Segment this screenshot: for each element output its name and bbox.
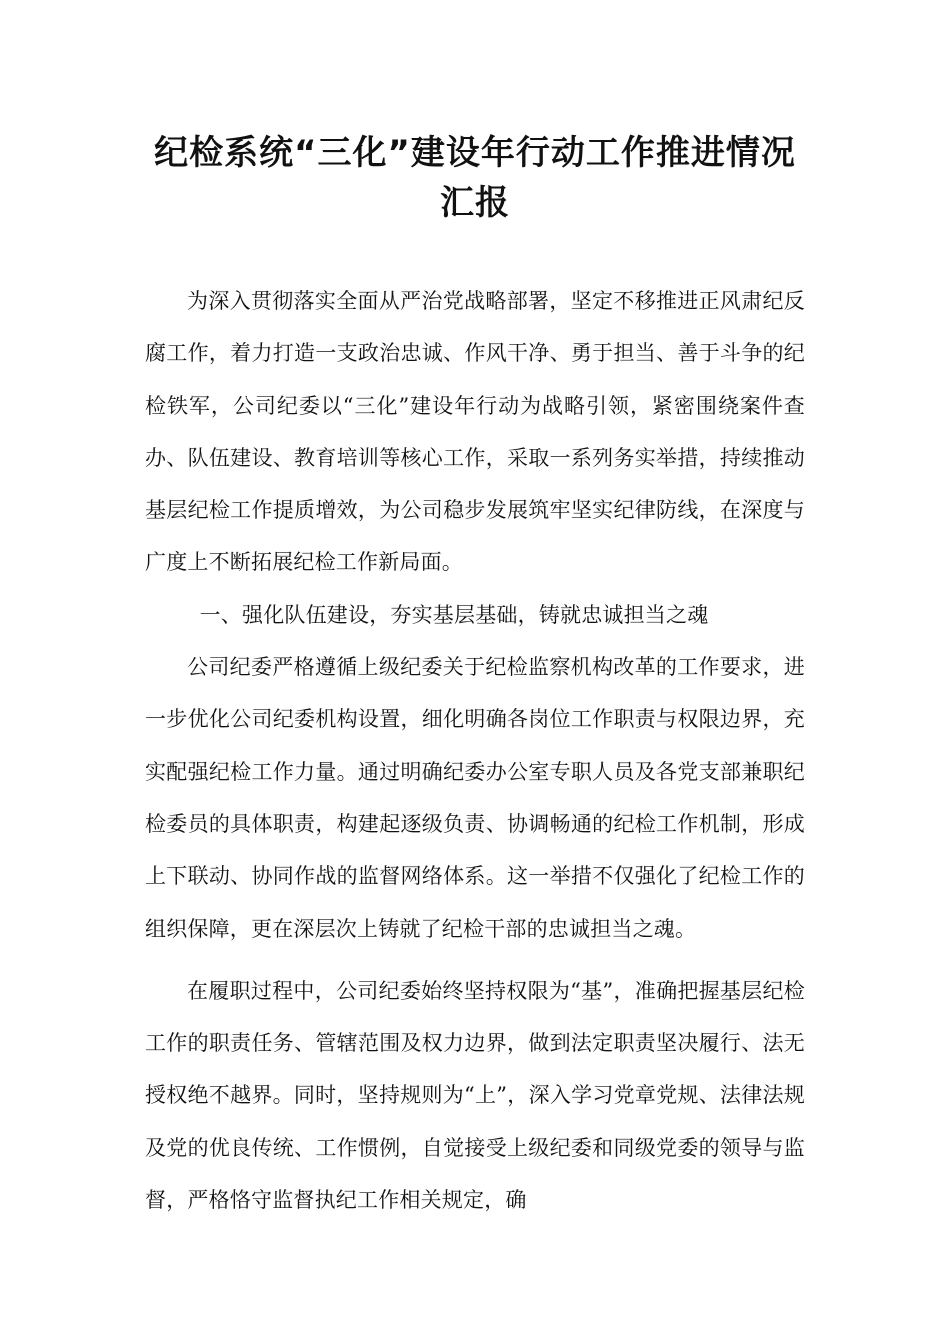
intro-paragraph: 为深入贯彻落实全面从严治党战略部署，坚定不移推进正风肃纪反腐工作，着力打造一支政治忠诚、作风干净、勇于担当、善于斗争的纪检铁军，公司纪委以“三化”建设年行动为战略引领，紧密围绕案件查办、队伍建设、教育培训等核心工作，采取一系列务实举措，持续推动基层纪检工作提质增效，为公司稳步发展筑牢坚实纪律防线，在深度与广度上不断拓展纪检工作新局面。 [145, 289, 805, 575]
document-body [145, 275, 805, 1226]
document-title: 纪检系统“三化”建设年行动工作推进情况汇报 [154, 133, 796, 223]
section-heading-1: 一、强化队伍建设，夯实基层基础，铸就忠诚担当之魂 [199, 602, 709, 627]
paragraph-spacer [145, 955, 805, 965]
body-paragraph-2: 在履职过程中，公司纪委始终坚持权限为“基”，准确把握基层纪检工作的职责任务、管辖范围及权力边界，做到法定职责坚决履行、法无授权绝不越界。同时，坚持规则为“上”，深入学习党章党规、法律法规及党的优良传统、工作惯例，自觉接受上级纪委和同级党委的领导与监督，严格恪守监督执纪工作相关规定，确 [145, 978, 805, 1213]
body-paragraph-1: 公司纪委严格遵循上级纪委关于纪检监察机构改革的工作要求，进一步优化公司纪委机构设置，细化明确各岗位工作职责与权限边界，充实配强纪检工作力量。通过明确纪委办公室专职人员及各党支部兼职纪检委员的具体职责，构建起逐级负责、协调畅通的纪检工作机制，形成上下联动、协同作战的监督网络体系。这一举措不仅强化了纪检工作的组织保障，更在深层次上铸就了纪检干部的忠诚担当之魂。 [145, 655, 805, 941]
